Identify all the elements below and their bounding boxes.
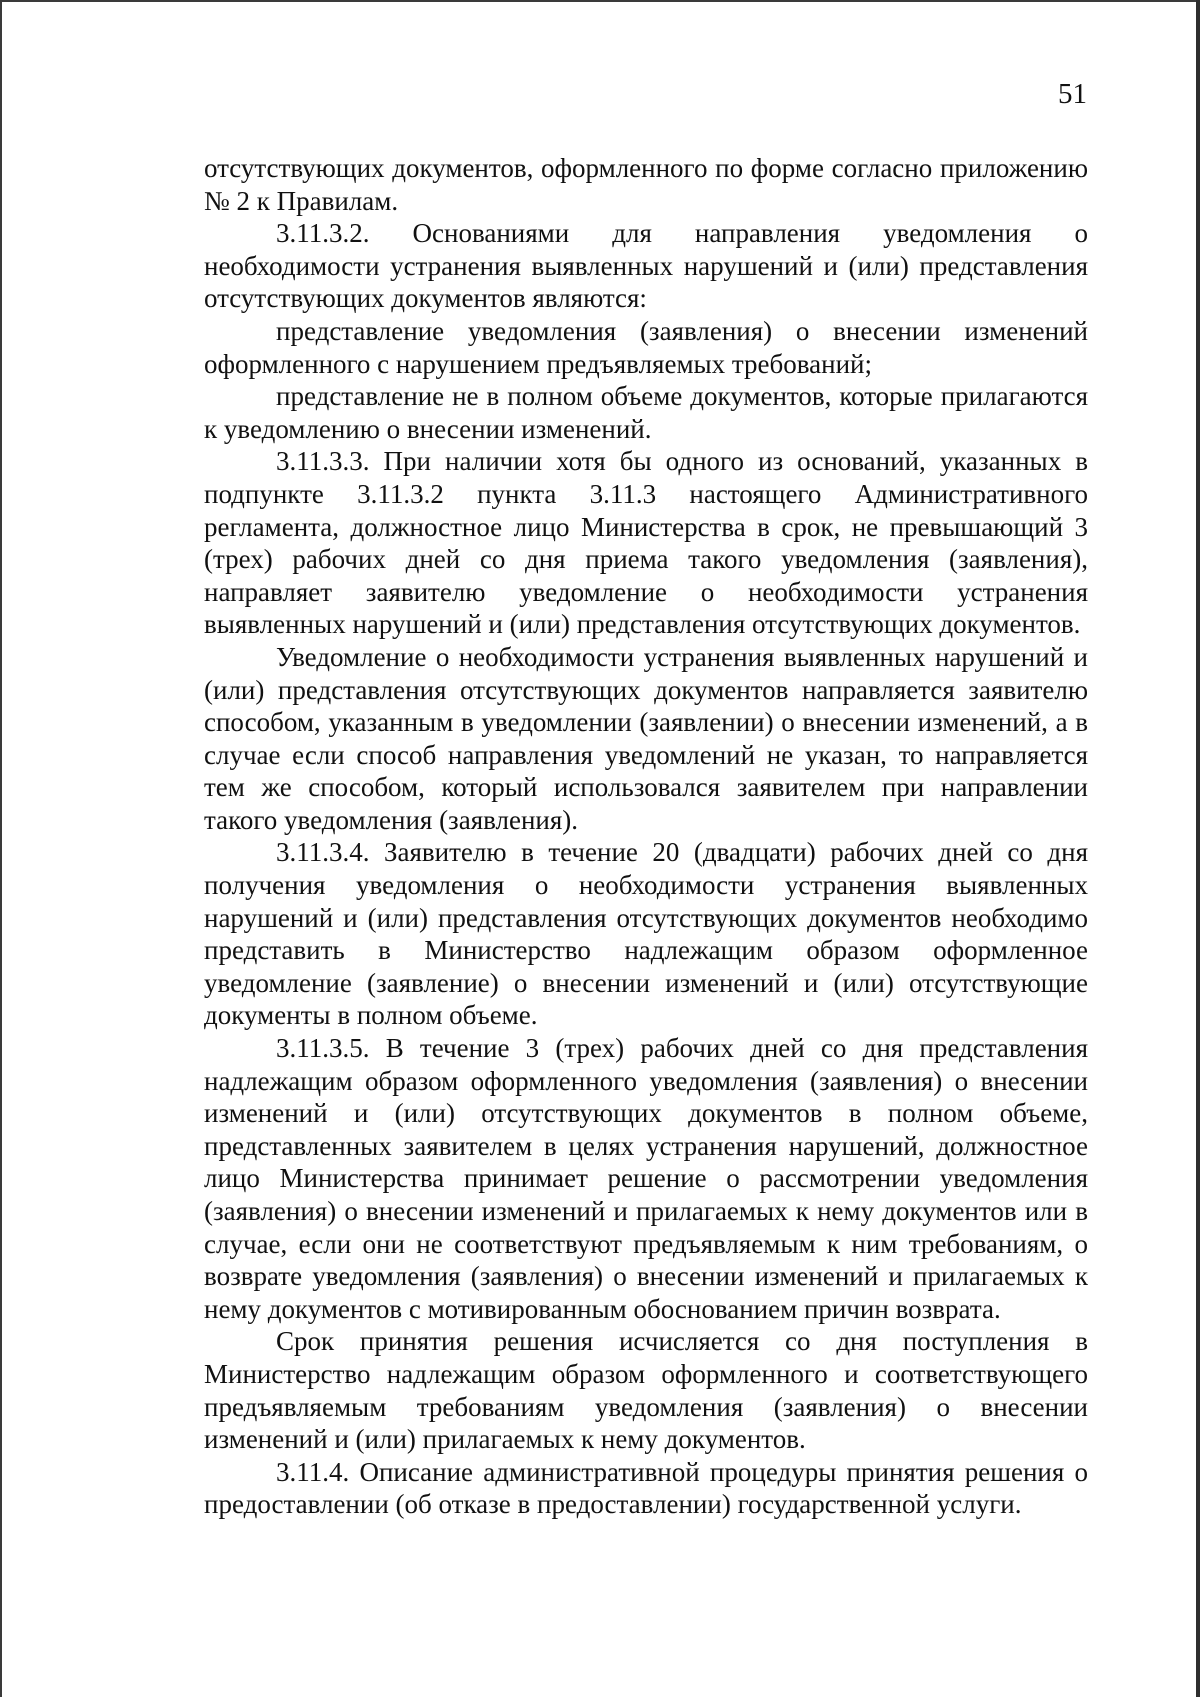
paragraph-3-11-3-5: 3.11.3.5. В течение 3 (трех) рабочих дней со дня представления надлежащим образом оформленного уведомления (заявления) о внесении изменений и (или) отсутствующих документов в полном объеме, представленных заявителем в целях устранения нарушений, должностное лицо Министерства принимает решение о рассмотрении уведомления (заявления) о внесении изменений и прилагаемых к нему документов или в случае, если они не соответствуют предъявляемым к ним требованиям, о возврате уведомления (заявления) о внесении изменений и прилагаемых к нему документов с мотивированным обоснованием причин возврата. — [204, 1033, 1088, 1324]
document-body — [204, 152, 1088, 1521]
paragraph-3-11-3-4: 3.11.3.4. Заявителю в течение 20 (двадцати) рабочих дней со дня получения уведомления о необходимости устранения выявленных нарушений и (или) представления отсутствующих документов необходимо представить в Министерство надлежащим образом оформленное уведомление (заявление) о внесении изменений и (или) отсутствующие документы в полном объеме. — [204, 837, 1088, 1031]
scan-edge-top — [0, 0, 1200, 2]
paragraph-3-11-4: 3.11.4. Описание административной процедуры принятия решения о предоставлении (об отказе в предоставлении) государственной услуги. — [204, 1456, 1088, 1520]
paragraph-3-11-3-2: 3.11.3.2. Основаниями для направления уведомления о необходимости устранения выявленных нарушений и (или) представления отсутствующих документов являются: — [204, 218, 1088, 314]
scan-edge-left — [0, 0, 2, 1697]
paragraph-ground-2: представление не в полном объеме документов, которые прилагаются к уведомлению о внесении изменений. — [204, 381, 1088, 444]
paragraph-3-11-3-3: 3.11.3.3. При наличии хотя бы одного из оснований, указанных в подпункте 3.11.3.2 пункта 3.11.3 настоящего Административного регламента, должностное лицо Министерства в срок, не превышающий 3 (трех) рабочих дней со дня приема такого уведомления (заявления), направляет заявителю уведомление о необходимости устранения выявленных нарушений и (или) представления отсутствующих документов. — [204, 446, 1088, 640]
scan-edge-right — [1196, 0, 1200, 1697]
paragraph-1: отсутствующих документов, оформленного по форме согласно приложению № 2 к Правилам. — [204, 153, 1088, 216]
page-number: 51 — [1058, 78, 1087, 110]
paragraph-notice-delivery: Уведомление о необходимости устранения выявленных нарушений и (или) представления отсутствующих документов направляется заявителю способом, указанным в уведомлении (заявлении) о внесении изменений, а в случае если способ направления уведомлений не указан, то направляется тем же способом, который использовался заявителем при направлении такого уведомления (заявления). — [204, 641, 1088, 835]
paragraph-decision-term: Срок принятия решения исчисляется со дня поступления в Министерство надлежащим образом оформленного и соответствующего предъявляемым требованиям уведомления (заявления) о внесении изменений и (или) прилагаемых к нему документов. — [204, 1326, 1088, 1455]
paragraph-ground-1: представление уведомления (заявления) о внесении изменений оформленного с нарушением предъявляемых требований; — [204, 315, 1088, 379]
